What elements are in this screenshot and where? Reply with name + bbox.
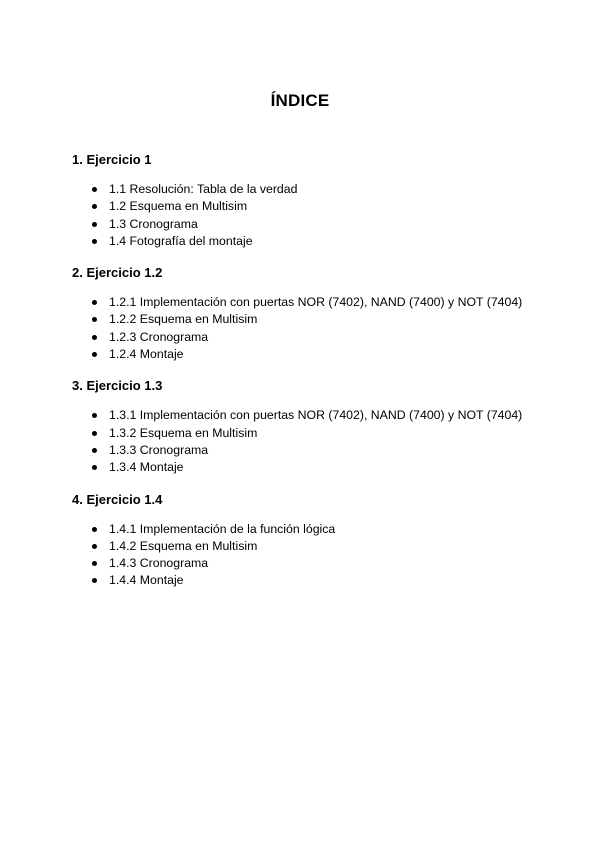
- bullet-icon: [92, 431, 97, 436]
- toc-item: [72, 459, 532, 476]
- bullet-icon: [92, 413, 97, 418]
- section-heading: 2. Ejercicio 1.2: [72, 265, 163, 281]
- toc-item-label: 1.3.1 Implementación con puertas NOR (7402), NAND (7400) y NOT (7404): [109, 408, 523, 423]
- toc-item-label: 1.4.2 Esquema en Multisim: [109, 538, 258, 553]
- toc-item: [72, 233, 532, 250]
- toc-item: [72, 198, 532, 215]
- toc-item-label: 1.3.2 Esquema en Multisim: [109, 425, 258, 440]
- bullet-icon: [92, 527, 97, 532]
- toc-section-3: [72, 377, 532, 476]
- bullet-icon: [92, 578, 97, 583]
- bullet-icon: [92, 317, 97, 322]
- section-heading: 1. Ejercicio 1: [72, 152, 152, 167]
- section-heading: 3. Ejercicio 1.3: [72, 378, 163, 394]
- toc-item-label: 1.4 Fotografía del montaje: [109, 233, 253, 248]
- toc-item-label: 1.2.2 Esquema en Multisim: [109, 312, 258, 327]
- bullet-icon: [92, 448, 97, 453]
- toc-item-label: 1.2.1 Implementación con puertas NOR (7402), NAND (7400) y NOT (7404): [109, 295, 523, 310]
- toc-item-label: 1.2.4 Montaje: [109, 347, 184, 362]
- toc-item-label: 1.2 Esquema en Multisim: [109, 199, 248, 214]
- bullet-icon: [92, 335, 97, 340]
- toc-item: [72, 181, 532, 198]
- toc-section-1: [72, 151, 532, 250]
- toc-item: [72, 521, 532, 538]
- toc-item: [72, 311, 532, 328]
- toc-item: [72, 407, 532, 424]
- bullet-icon: [92, 465, 97, 470]
- toc-item: [72, 216, 532, 233]
- toc-item: [72, 425, 532, 442]
- toc-item-label: 1.2.3 Cronograma: [109, 329, 209, 344]
- toc-item-label: 1.3.3 Cronograma: [109, 442, 209, 457]
- section-item-list: [72, 294, 532, 363]
- toc-item: [72, 572, 532, 589]
- section-item-list: [72, 521, 532, 590]
- bullet-icon: [92, 239, 97, 244]
- section-item-list: [72, 181, 532, 250]
- toc-item: [72, 346, 532, 363]
- toc-item: [72, 329, 532, 346]
- page-title: ÍNDICE: [270, 91, 330, 110]
- toc-item-label: 1.3 Cronograma: [109, 216, 198, 231]
- bullet-icon: [92, 222, 97, 227]
- section-heading: 4. Ejercicio 1.4: [72, 491, 163, 507]
- toc-item: [72, 442, 532, 459]
- bullet-icon: [92, 561, 97, 566]
- table-of-contents: [72, 151, 532, 590]
- toc-item-label: 1.3.4 Montaje: [109, 460, 184, 475]
- toc-item-label: 1.4.1 Implementación de la función lógica: [109, 521, 336, 536]
- toc-item: [72, 538, 532, 555]
- toc-item-label: 1.4.4 Montaje: [109, 573, 184, 588]
- toc-section-4: [72, 491, 532, 590]
- toc-item-label: 1.4.3 Cronograma: [109, 556, 209, 571]
- toc-item-label: 1.1 Resolución: Tabla de la verdad: [109, 182, 298, 196]
- bullet-icon: [92, 544, 97, 549]
- toc-item: [72, 555, 532, 572]
- bullet-icon: [92, 300, 97, 305]
- toc-item: [72, 294, 532, 311]
- section-item-list: [72, 407, 532, 476]
- bullet-icon: [92, 352, 97, 357]
- bullet-icon: [92, 204, 97, 209]
- bullet-icon: [92, 187, 97, 192]
- toc-section-2: [72, 264, 532, 363]
